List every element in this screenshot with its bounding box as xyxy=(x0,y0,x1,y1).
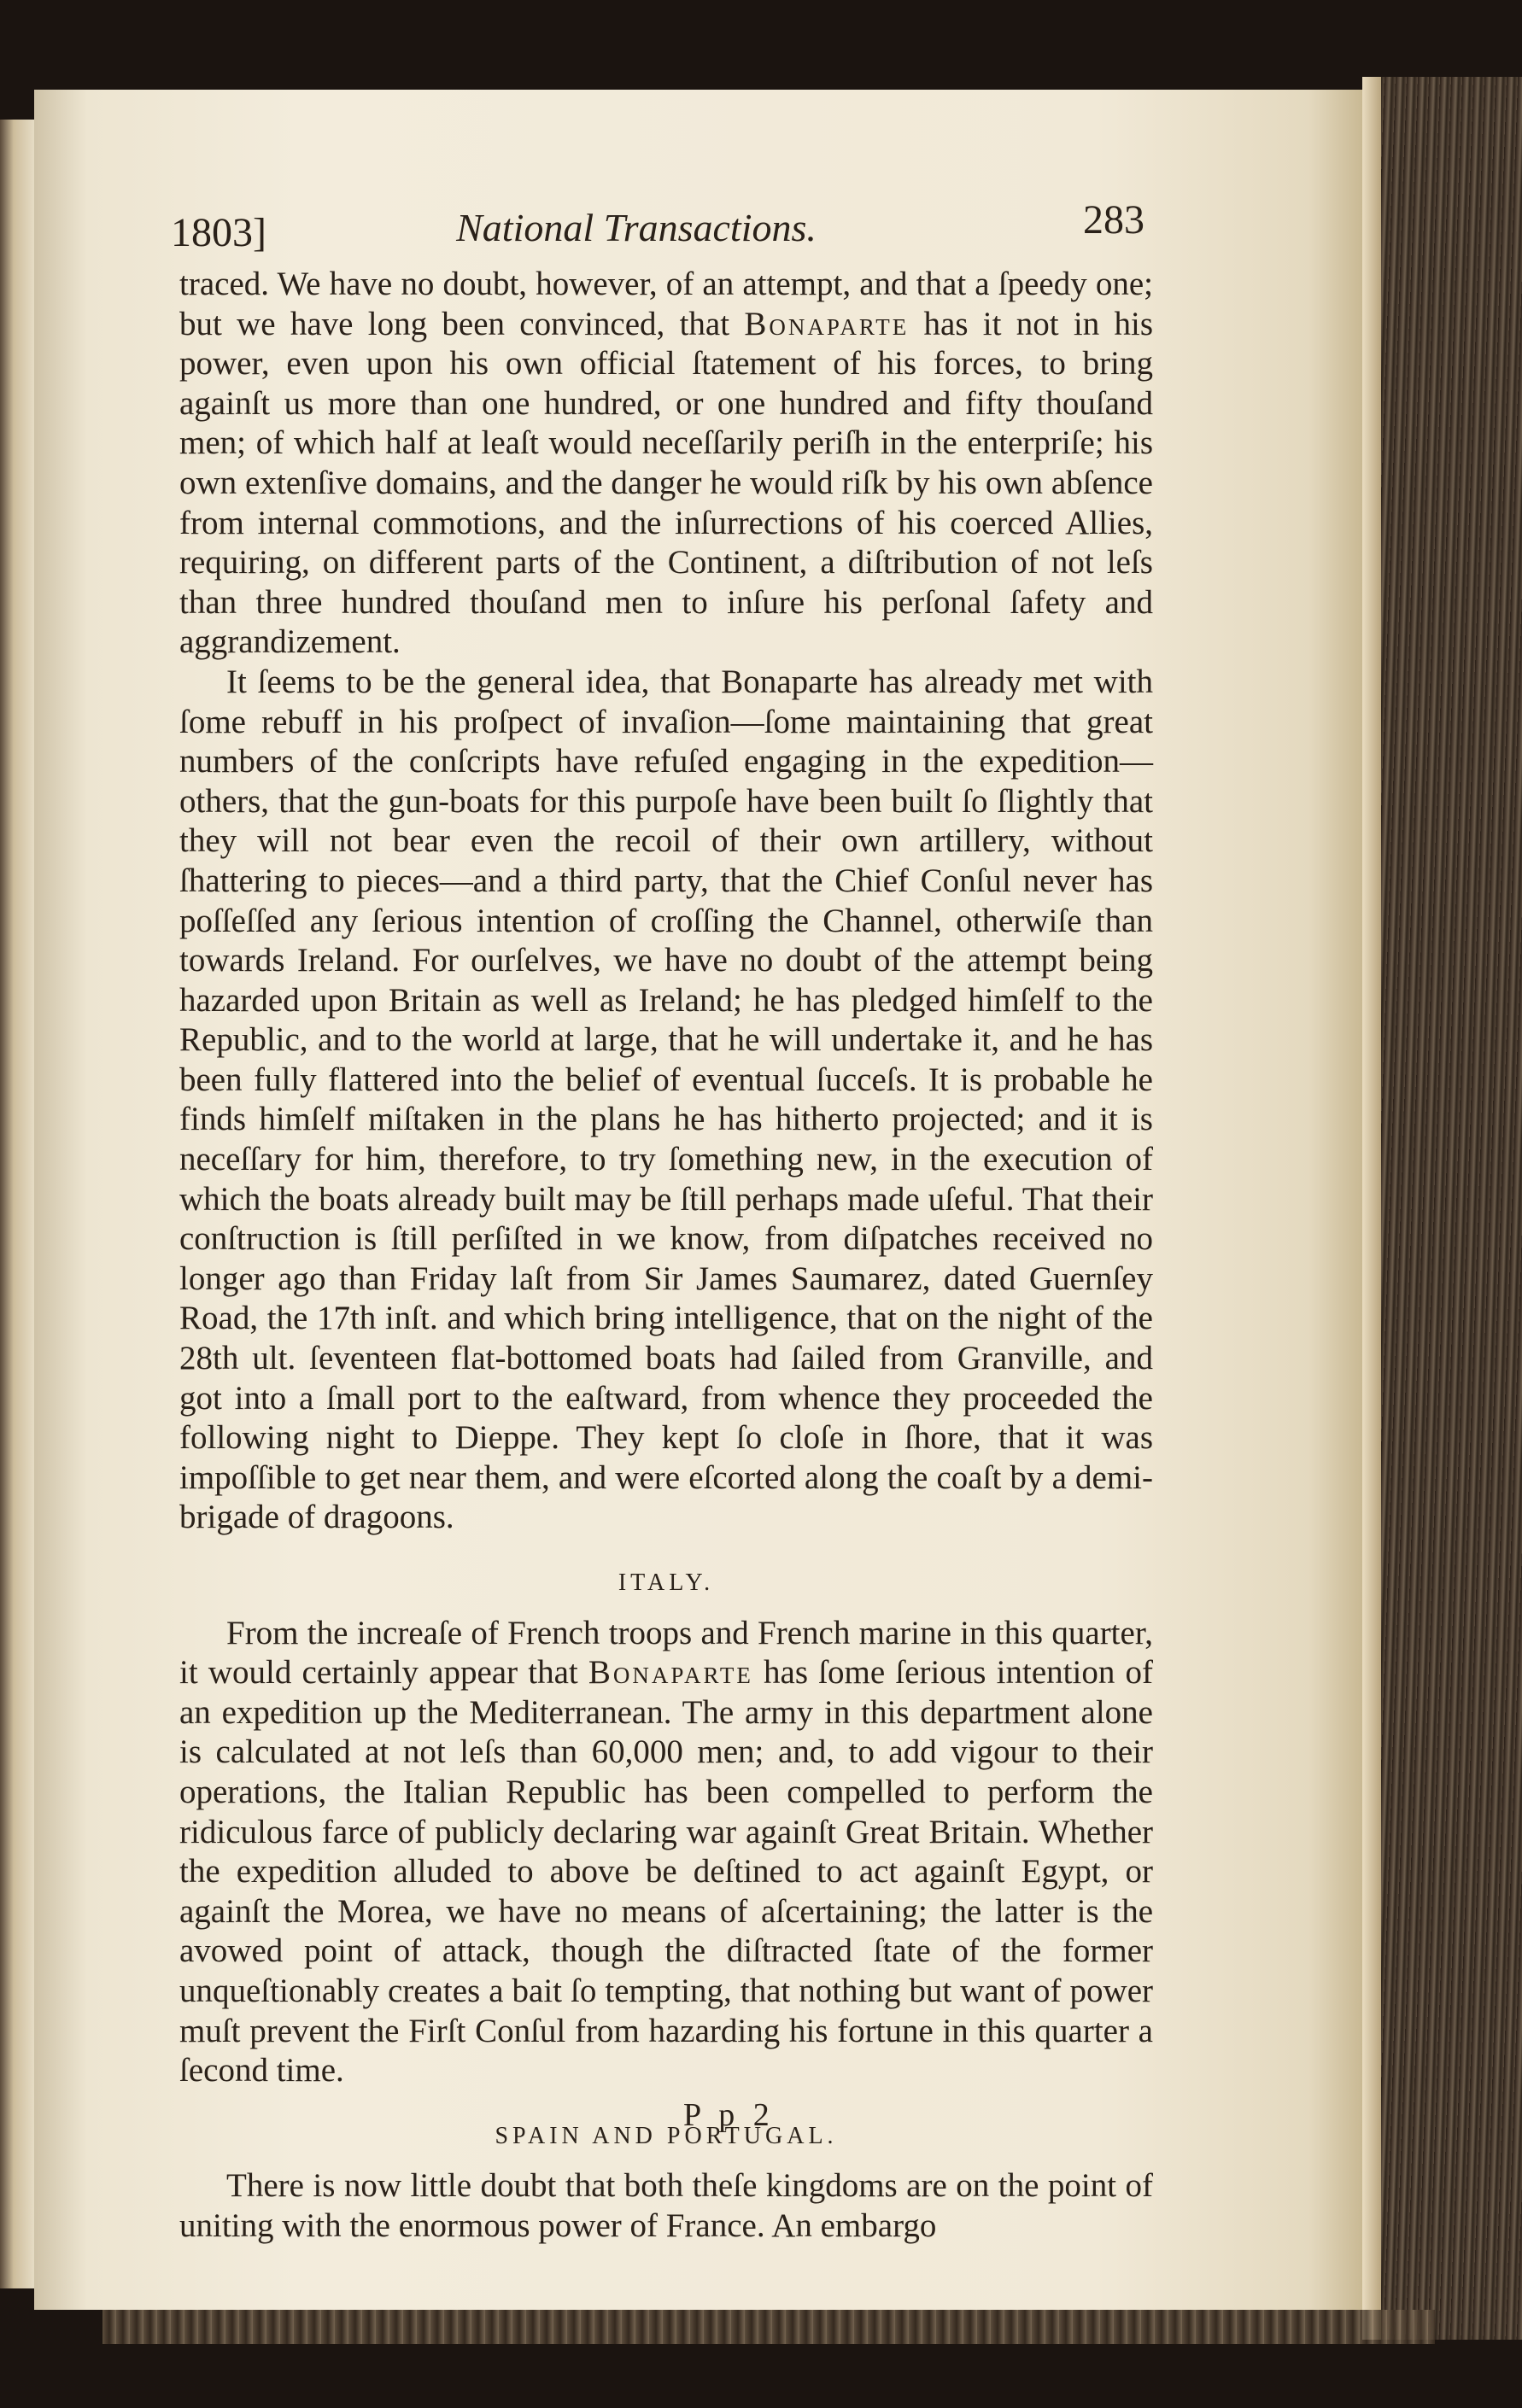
paragraph-text: has it not in his power, even upon his own official ſtatement of his forces, to bring againſt us more than one hundred, or one hundred and fifty thouſand men; of which half at leaſt would neceſſarily periſh in the enterpriſe; his own extenſive domains, and the danger he would riſk by his own abſence from internal commotions, and the inſurrections of his coerced Allies, requiring, on different parts of the Continent, a diſtribution of not leſs than three hundred thouſand men to inſure his perſonal ſafety and aggrandizement. xyxy=(179,305,1154,661)
header-year: 1803] xyxy=(171,210,266,255)
book-bottom-edge xyxy=(102,2310,1435,2344)
paragraph-italy xyxy=(179,1614,1153,2091)
name-smallcaps: Bonaparte xyxy=(744,305,910,342)
body-text xyxy=(179,265,1153,2247)
page-header xyxy=(128,196,1144,256)
paragraph-spain-portugal: There is now little doubt that both theſe kingdoms are on the point of uniting with the enormous power of France. An embargo xyxy=(179,2167,1153,2244)
book-fore-edge xyxy=(1362,77,1522,2340)
name-smallcaps: Bonaparte xyxy=(588,1654,753,1692)
left-page-edge xyxy=(0,120,34,2288)
signature-mark: P p 2 xyxy=(683,2097,775,2133)
section-heading-italy: ITALY. xyxy=(618,1569,715,1596)
paragraph-invasion-rebuff: It ſeems to be the general idea, that Bonaparte has already met with ſome rebuff in his proſpect of invaſion—ſome maintaining that great numbers of the conſcripts have refuſed engaging in the expedition—others, that the gun-boats for this purpoſe have been built ſo ſlightly that they will not bear even the recoil of their own artillery, without ſhattering to pieces—and a third party, that the Chief Conſul never has poſſeſſed any ſerious intention of croſſing the Channel, otherwiſe than towards Ireland. For ourſelves, we have no doubt of the attempt being hazarded upon Britain as well as Ireland; he has pledged himſelf to the Republic, and to the world at large, that he will undertake it, and he has been fully flattered into the belief of eventual ſucceſs. It is probable he finds himſelf miſtaken in the plans he has hitherto projected; and it is neceſſary for him, therefore, to try ſomething new, in the execution of which the boats already built may be ſtill perhaps made uſeful. That their conſtruction is ſtill perſiſted in we know, from diſpatches received no longer ago than Friday laſt from Sir James Saumarez, dated Guernſey Road, the 17th inſt. and which bring intelligence, that on the night of the 28th ult. ſeventeen flat-bottomed boats had ſailed from Granville, and got into a ſmall port to the eaſtward, from whence they proceeded the following night to Dieppe. They kept ſo cloſe in ſhore, that it was impoſſible to get near them, and were eſcorted along the coaſt by a demi-brigade of dragoons. xyxy=(179,663,1153,1536)
running-title: National Transactions. xyxy=(456,206,817,249)
paragraph-text: traced. We have no doubt, however, of an attempt, and that a ſpeedy one; but we have long been convinced, that xyxy=(179,266,1153,342)
paragraph-invasion-capacity xyxy=(179,265,1153,663)
paragraph-text: has ſome ſerious intention of an expedition up the Mediterranean. The army in this department alone is calculated at not leſs than 60,000 men; and, to add vigour to their operations, the Italian Republic has been compelled to perform the ridiculous farce of publicly declaring war againſt Great Britain. Whether the expedition alluded to above be deſtined to act againſt Egypt, or againſt the Morea, we have no means of aſcertaining; the latter is the avowed point of attack, though the diſtracted ſtate of the former unqueſtionably creates a bait ſo tempting, that nothing but want of power muſt prevent the Firſt Conſul from hazarding his fortune in this quarter a ſecond time. xyxy=(179,1654,1153,2089)
paragraph-text: From the increaſe of French troops and French marine in this quarter, it would certainly appear that xyxy=(179,1614,1153,1692)
page-number: 283 xyxy=(1083,197,1144,243)
section-heading-spain-portugal: SPAIN AND PORTUGAL. xyxy=(495,2122,838,2149)
page-edge-strip xyxy=(1362,77,1381,2340)
